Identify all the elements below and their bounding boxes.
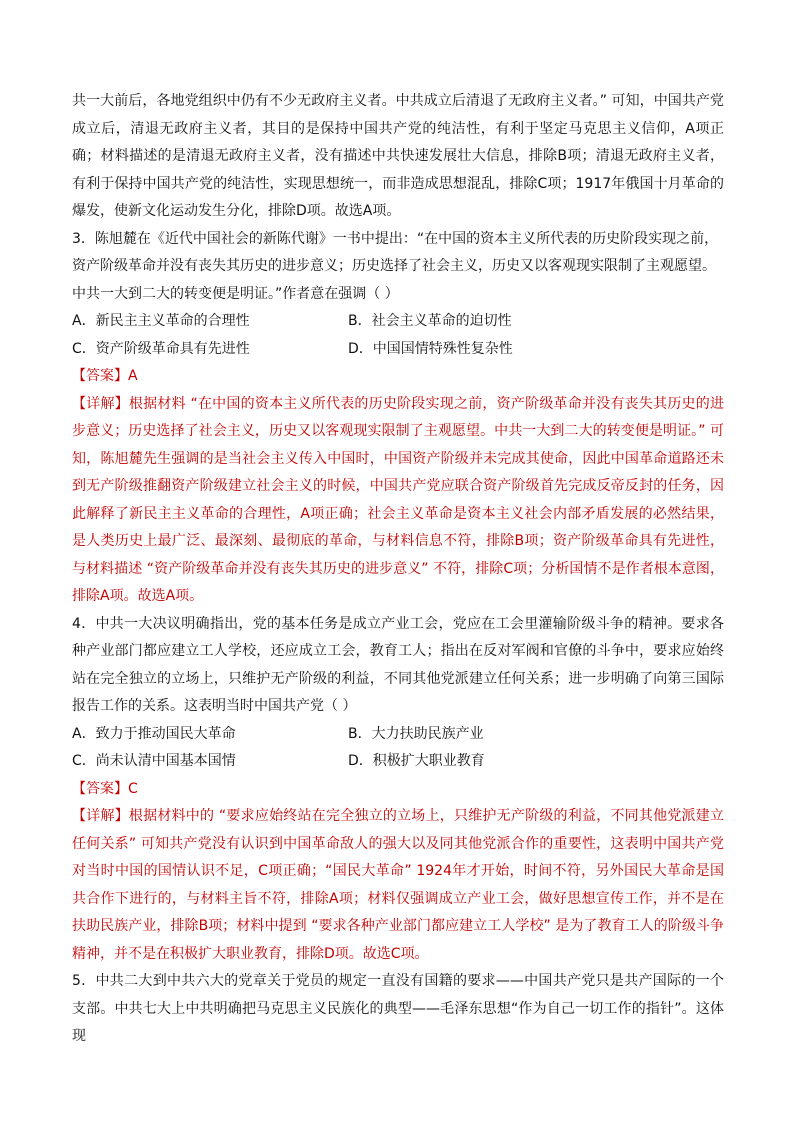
- question-4-options-row-2: [72, 748, 724, 776]
- question-3-option-d: D．中国国情特殊性复杂性: [348, 340, 513, 357]
- previous-explanation-continuation: 共一大前后，各地党组织中仍有不少无政府主义者。中共成立后清退了无政府主义者。” 可知，中国共产党成立后，清退无政府主义者，其目的是保持中国共产党的纯洁性，有利于坚定马克思主义信仰，A项正确；材料描述的是清退无政府主义者，没有描述中共快速发展壮大信息，排除B项；清退无政府主义者，有利于保持中国共产党的纯洁性，实现思想统一，而非造成思想混乱，排除C项；1917年俄国十月革命的爆发，使新文化运动发生分化，排除D项。故选A项。: [72, 93, 724, 219]
- explanation-tag: 【详解】: [72, 395, 129, 412]
- answer-tag: 【答案】: [72, 368, 128, 384]
- question-3-option-b: B．社会主义革命的迫切性: [348, 313, 512, 329]
- question-4-option-c: C．尚未认清中国基本国情: [72, 753, 236, 769]
- question-4-option-a: A．致力于推动国民大革命: [72, 725, 236, 742]
- question-3-answer-value: A: [128, 368, 138, 384]
- question-3-stem: 3．陈旭麓在《近代中国社会的新陈代谢》一书中提出：“在中国的资本主义所代表的历史阶段实现之前，资产阶级革命并没有丧失其历史的进步意义；历史选择了社会主义，历史又以客观现实限制了主观愿望。中共一大到二大的转变便是明证。”作者意在强调（ ）: [72, 230, 719, 302]
- question-3-option-c: C．资产阶级革命具有先进性: [72, 340, 250, 357]
- question-4: [72, 611, 724, 969]
- question-3-answer: [72, 363, 724, 391]
- question-5: [72, 968, 724, 1051]
- question-4-answer-value: C: [128, 780, 138, 797]
- question-4-option-d: D．积极扩大职业教育: [348, 753, 485, 769]
- question-4-explanation: [72, 803, 724, 968]
- question-3-options-row-2: [72, 336, 724, 364]
- question-3-option-a: A．新民主主义革命的合理性: [72, 313, 250, 329]
- question-4-option-b: B．大力扶助民族产业: [348, 725, 484, 742]
- question-4-explanation-text: 根据材料中的 “要求应始终站在完全独立的立场上，只维护无产阶级的利益，不同其他党派建立任何关系” 可知共产党没有认识到中国革命敌人的强大以及同其他党派合作的重要性，这表明中国共产党对当时中国的国情认识不足，C项正确；“国民大革命” 1924年才开始，时间不符，另外国民大革命是国共合作下进行的，与材料主旨不符，排除A项；材料仅强调成立产业工会，做好思想宣传工作，并不是在扶助民族产业，排除B项；材料中提到 “要求各种产业部门都应建立工人学校” 是为了教育工人的阶级斗争精神，并不是在积极扩大职业教育，排除D项。故选C项。: [72, 808, 725, 962]
- answer-tag: 【答案】: [72, 780, 128, 797]
- question-4-options-row-1: [72, 721, 724, 749]
- document-page: [72, 88, 724, 1051]
- question-5-stem: 5．中共二大到中共六大的党章关于党员的规定一直没有国籍的要求——中国共产党只是共产国际的一个支部。中共七大上中共明确把马克思主义民族化的典型——毛泽东思想“作为自己一切工作的指针”。这体现: [72, 973, 724, 1044]
- question-4-answer: [72, 776, 724, 804]
- question-3-explanation: [72, 391, 724, 611]
- question-4-stem: 4．中共一大决议明确指出，党的基本任务是成立产业工会，党应在工会里灌输阶级斗争的精神。要求各种产业部门都应建立工人学校，还应成立工会，教育工人；指出在反对军阀和官僚的斗争中，要求应始终站在完全独立的立场上，只维护无产阶级的利益，不同其他党派建立任何关系；进一步明确了向第三国际报告工作的关系。这表明当时中国共产党（ ）: [72, 615, 724, 714]
- question-3: [72, 226, 724, 611]
- explanation-tag: 【详解】: [72, 808, 129, 824]
- question-3-options-row-1: [72, 308, 724, 336]
- question-3-explanation-text: 根据材料 “在中国的资本主义所代表的历史阶段实现之前，资产阶级革命并没有丧失其历史的进步意义；历史选择了社会主义，历史又以客观现实限制了主观愿望。中共一大到二大的转变便是明证。” 可知，陈旭麓先生强调的是当社会主义传入中国时，中国资产阶级并未完成其使命，因此中国革命道路还未到无产阶级推翻资产阶级建立社会主义的时候，中国共产党应联合资产阶级首先完成反帝反封的任务，因此解释了新民主主义革命的合理性，A项正确；社会主义革命是资本主义社会内部矛盾发展的必然结果，是人类历史上最广泛、最深刻、最彻底的革命，与材料信息不符，排除B项；资产阶级革命具有先进性，与材料描述 “资产阶级革命并没有丧失其历史的进步意义” 不符，排除C项；分析国情不是作者根本意图，排除A项。故选A项。: [72, 395, 725, 604]
